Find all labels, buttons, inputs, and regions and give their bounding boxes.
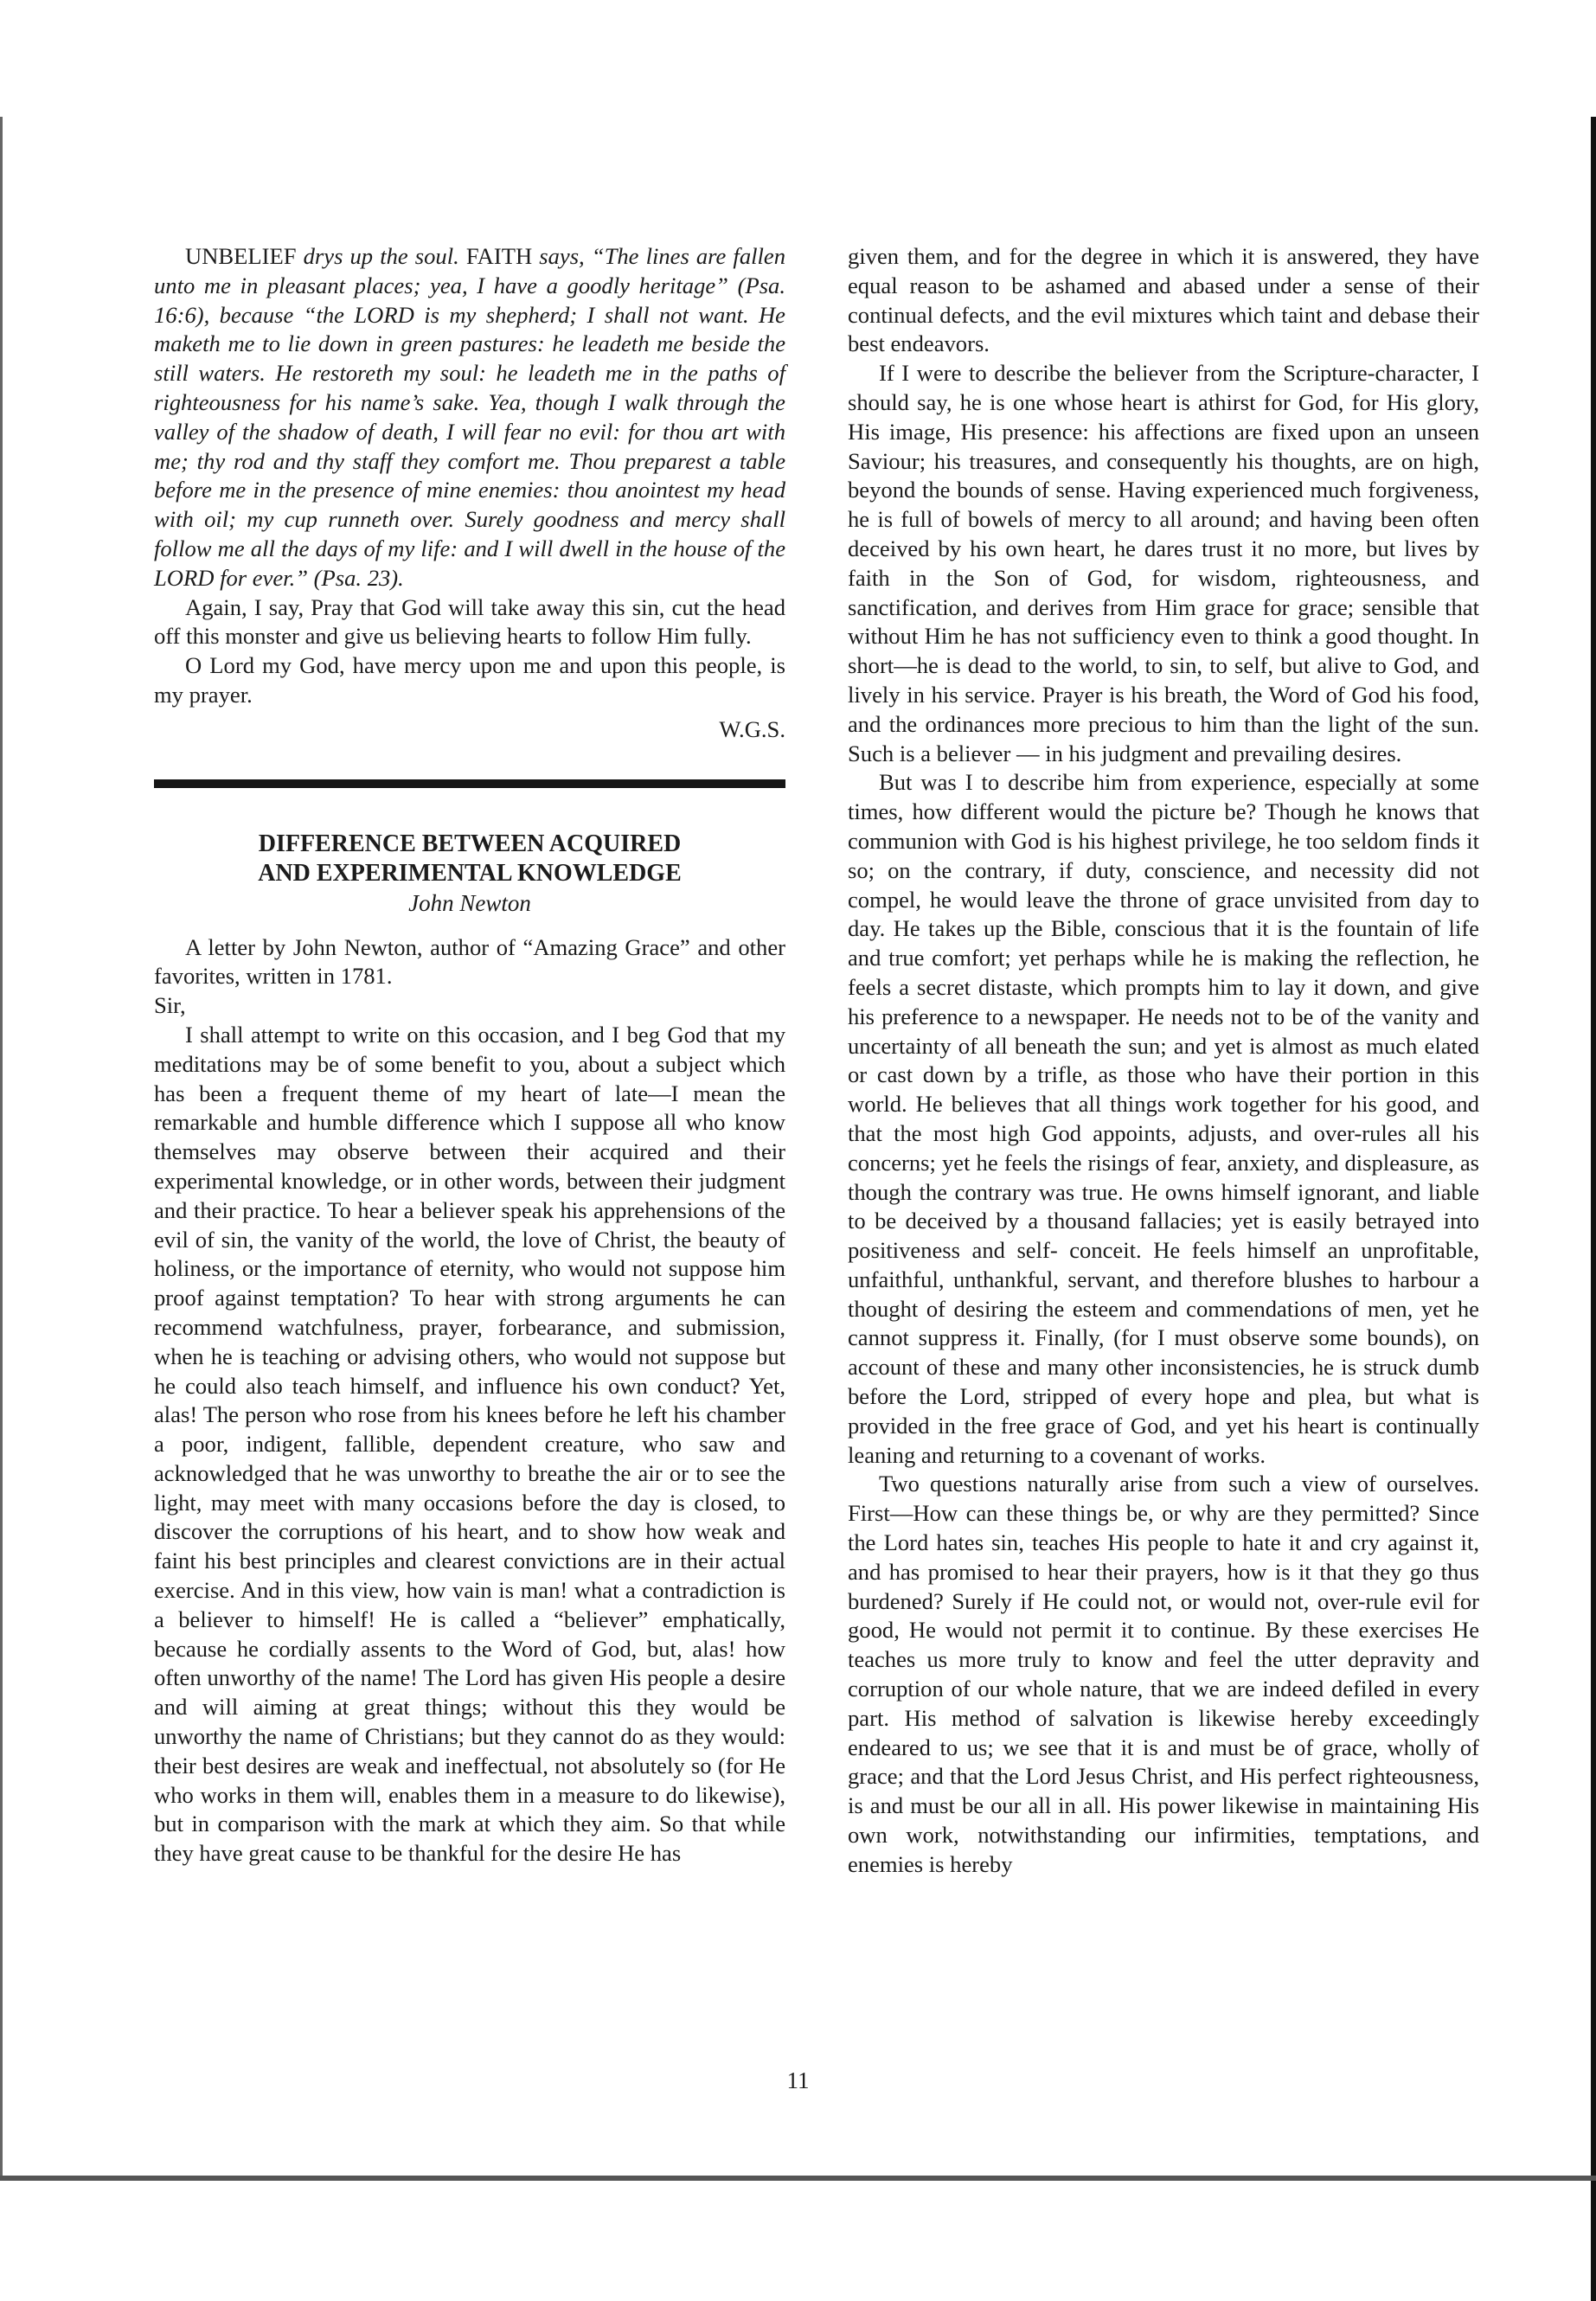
page-bottom-edge — [0, 2176, 1596, 2181]
page-number: 11 — [786, 2067, 810, 2093]
paragraph-continued: given them, and for the degree in which it is answered, they have equal reason to be ashamed and abased under a sense of their continual defects, and the evil mixtures which taint and debase their best endeavors. — [848, 243, 1479, 357]
article-author: John Newton — [408, 889, 531, 916]
page-right-edge — [1591, 117, 1596, 2301]
psalm-text: says, “The lines are fallen unto me in pleasant places; yea, I have a goodly heritage” (Psa. 16:6), because “the LORD is my shepherd; I shall not want. He maketh me to lie down in green pastures: he leadeth me beside the still waters. He restoreth my soul: he leadeth me in the paths of righteousness for his name’s sake. Yea, though I walk through the valley of the shadow of death, I will fear no evil: for thou art with me; thy rod and thy staff they comfort me. Thou preparest a table before me in the presence of mine enemies: thou anointest my head with oil; my cup runneth over. Surely goodness and mercy shall follow me all the days of my life: and I will dwell in the house of the LORD for ever.” (Psa. 23). — [154, 243, 785, 591]
article-body: I shall attempt to write on this occasion, and I beg God that my meditations may be of some benefit to you, about a subject which has been a frequent theme of my heart of late—I mean the remarkable and humble difference which I suppose all who know themselves may observe between their acquired and their experimental knowledge, or in other words, between their judgment and their practice. To hear a believer speak his apprehensions of the evil of sin, the vanity of the world, the love of Christ, the beauty of holiness, or the importance of eternity, who would not suppose him proof against temptation? To hear with strong arguments he can recommend watchfulness, prayer, forbearance, and submission, when he is teaching or advising others, who would not suppose but he could also teach himself, and influence his own conduct? Yet, alas! The person who rose from his knees before he left his chamber a poor, indigent, fallible, dependent creature, who saw and acknowledged that he was unworthy to breathe the air or to see the light, may meet with many occasions before the day is closed, to discover the corruptions of his heart, and to show how weak and faint his best principles and clearest convictions are in their actual exercise. And in this view, how vain is man! what a contradiction is a believer to himself! He is called a “believer” emphatically, because he cordially assents to the Word of God, but, alas! how often unworthy of the name! The Lord has given His people a desire and will aiming at great things; without this they would be unworthy the name of Christians; but they cannot do as they would: their best desires are weak and ineffectual, not absolutely so (for He who works in them will, enables them in a measure to do likewise), but in comparison with the mark at which they aim. So that while they have great cause to be thankful for the desire He has — [154, 1021, 785, 1867]
page-left-edge — [0, 117, 3, 2176]
faith-word: FAITH — [465, 243, 533, 269]
page-top-margin — [0, 0, 1596, 117]
article-title-line-1: DIFFERENCE BETWEEN ACQUIRED — [258, 830, 682, 857]
paragraph-again: Again, I say, Pray that God will take away this sin, cut the head off this monster and give us believing hearts to follow Him fully. — [154, 593, 785, 650]
article-title-line-2: AND EXPERIMENTAL KNOWLEDGE — [258, 859, 682, 887]
unbelief-word: UNBELIEF — [185, 243, 297, 269]
unbelief-text: drys up the soul. — [296, 243, 466, 269]
paragraph-prayer: O Lord my God, have mercy upon me and upon this people, is my prayer. — [154, 652, 785, 708]
psalm-passage — [154, 242, 785, 593]
right-column — [848, 242, 1479, 1880]
paragraph-experience: But was I to describe him from experience, especially at some times, how different would the picture be? Though he knows that communion with God is his highest privilege, he too seldom finds it so; on the contrary, if duty, conscience, and necessity did not compel, he would leave the throne of grace unvisited from day to day. He takes up the Bible, conscious that it is the fountain of life and true comfort; yet perhaps while he is making the reflection, he feels a secret distaste, which prompts him to lay it down, and give his preference to a newspaper. He needs not to be of the vanity and uncertainty of all beneath the sun; and yet is almost as much elated or cast down by a trifle, as those who have their portion in this world. He believes that all things work together for his good, and that the most high God appoints, adjusts, and over-rules all his concerns; yet he feels the risings of fear, anxiety, and displeasure, as though the contrary was true. He owns himself ignorant, and liable to be deceived by a thousand fallacies; yet is easily betrayed into positiveness and self- conceit. He feels himself an unprofitable, unfaithful, unthankful, servant, and therefore blushes to harbour a thought of desiring the esteem and commendations of men, yet he cannot suppress it. Finally, (for I must observe some bounds), on account of these and many other inconsistencies, he is struck dumb before the Lord, stripped of every hope and plea, but what is provided in the free grace of God, and yet his heart is continually leaning and returning to a covenant of works. — [848, 769, 1479, 1468]
article-intro: A letter by John Newton, author of “Amazing Grace” and other favorites, written in 1781. — [154, 933, 785, 990]
paragraph-scripture-character: If I were to describe the believer from the Scripture-character, I should say, he is one whose heart is athirst for God, for His glory, His image, His presence: his affections are fixed upon an unseen Saviour; his treasures, and consequently his thoughts, are on high, beyond the bounds of sense. Having experienced much forgiveness, he is full of bowels of mercy to all around; and having been often deceived by his own heart, he dares trust it no more, but lives by faith in the Son of God, for wisdom, righteousness, and sanctification, and derives from Him grace for grace; sensible that without Him he has not sufficiency even to think a good thought. In short—he is dead to the world, to sin, to self, but alive to God, and lively in his service. Prayer is his breath, the Word of God his food, and the ordinances more precious to him than the light of the sun. Such is a believer — in his judgment and prevailing desires. — [848, 360, 1479, 766]
salutation: Sir, — [154, 992, 186, 1019]
signature: W.G.S. — [719, 715, 785, 742]
section-divider — [154, 779, 785, 788]
left-column — [154, 242, 785, 1868]
paragraph-two-questions: Two questions naturally arise from such a view of ourselves. First—How can these things be, or why are they permitted? Since the Lord hates sin, teaches His people to hate it and cry against it, and has promised to hear their prayers, how is it that they go thus burdened? Surely if He could not, or would not, over-rule evil for good, He would not permit it to continue. By these exercises He teaches us more truly to know and feel the utter depravity and corruption of our whole nature, that we are indeed defiled in every part. His method of salvation is likewise hereby exceedingly endeared to us; we see that it is and must be of grace, wholly of grace; and that the Lord Jesus Christ, and His perfect righteousness, is and must be our all in all. His power likewise in maintaining His own work, notwithstanding our infirmities, temptations, and enemies is hereby — [848, 1471, 1479, 1877]
